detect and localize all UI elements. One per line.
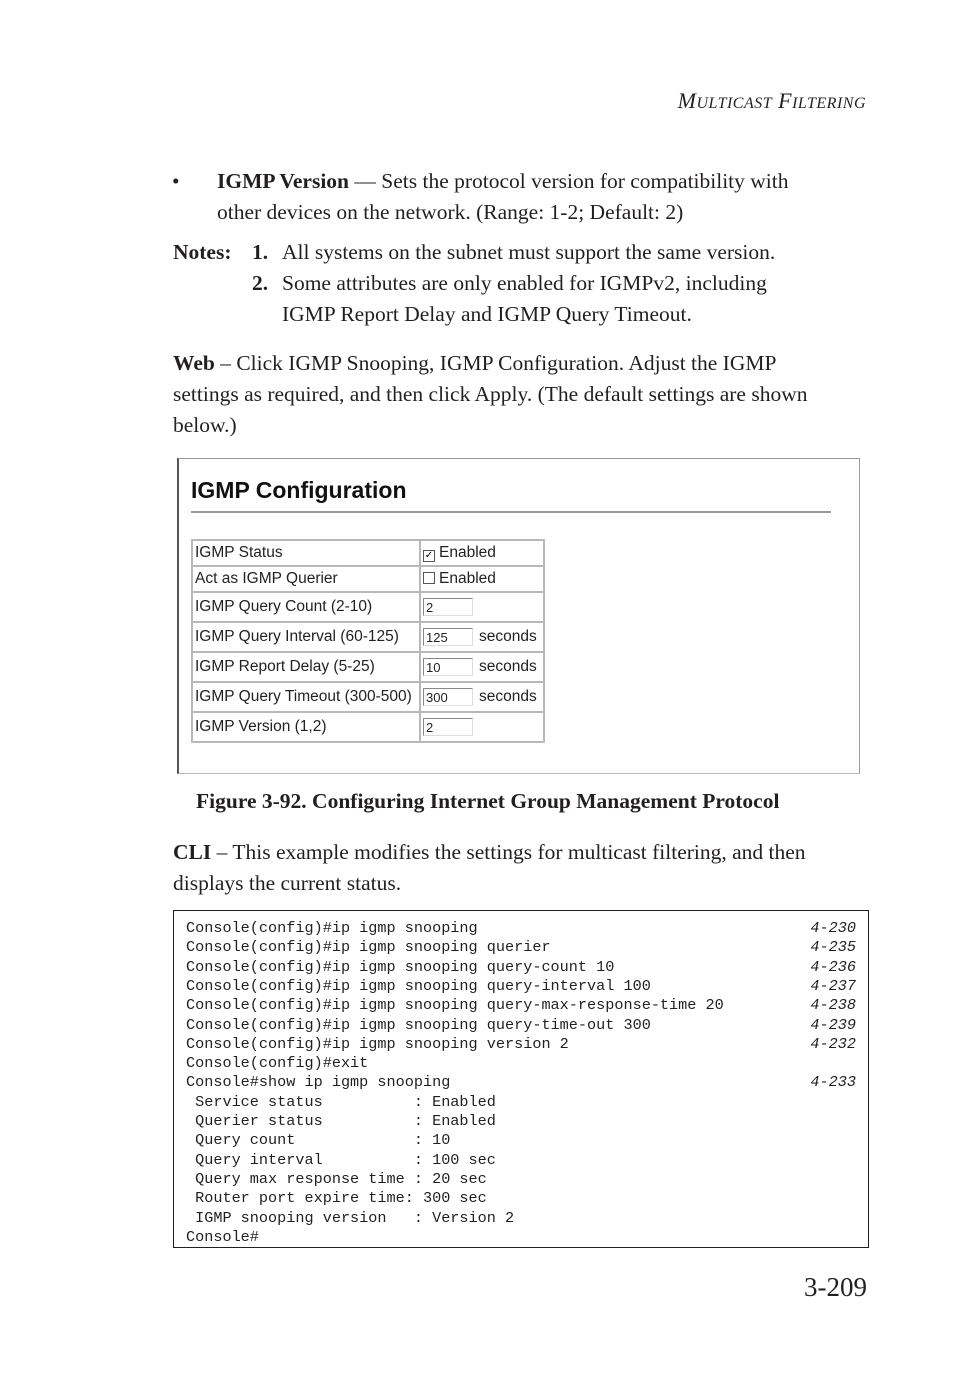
- config-value: [420, 540, 544, 566]
- code-line: IGMP snooping version : Version 2: [186, 1208, 515, 1227]
- web-paragraph: Web – Click IGMP Snooping, IGMP Configuration. Adjust the IGMP settings as required, and then click Apply. (The default settings are shown below.): [173, 351, 808, 437]
- page-number: 3-209: [804, 1272, 867, 1302]
- note-number-2: 2.: [252, 271, 269, 295]
- code-line: Query max response time : 20 sec: [186, 1169, 487, 1188]
- bullet-term: IGMP Version: [217, 169, 350, 193]
- code-line: Console#: [186, 1227, 259, 1246]
- config-value: [420, 622, 544, 652]
- config-label: IGMP Query Count (2-10): [192, 592, 420, 622]
- config-label: Act as IGMP Querier: [192, 566, 420, 592]
- code-line: Querier status : Enabled: [186, 1112, 496, 1130]
- code-page-reference: 4-232: [810, 1034, 856, 1053]
- code-page-reference: 4-233: [810, 1073, 856, 1092]
- code-line: Console(config)#exit: [186, 1054, 369, 1073]
- code-line: Console(config)#ip igmp snooping querier: [186, 938, 551, 957]
- code-line: Console(config)#ip igmp snooping query-interval 100: [186, 976, 651, 995]
- cli-paragraph: CLI – This example modifies the settings for multicast filtering, and then displays the current status.: [173, 840, 806, 895]
- note-text-1: All systems on the subnet must support the same version.: [282, 240, 776, 264]
- code-line: Console(config)#ip igmp snooping query-time-out 300: [186, 1015, 651, 1034]
- figure-title: IGMP Configuration: [191, 477, 407, 503]
- figure-title-rule: [191, 511, 831, 513]
- igmp-config-table: [191, 539, 545, 743]
- config-row: [192, 622, 544, 652]
- code-line: Query interval : 100 sec: [186, 1150, 496, 1169]
- bullet-igmp-version: IGMP Version — Sets the protocol version for compatibility with other devices on the network. (Range: 1-2; Default: 2): [217, 169, 789, 224]
- code-page-reference: 4-236: [810, 957, 856, 976]
- text-input[interactable]: 2: [423, 718, 473, 736]
- checkbox-checked[interactable]: ✓: [424, 550, 434, 561]
- unit-label: seconds: [479, 658, 537, 676]
- unit-label: seconds: [479, 628, 537, 646]
- code-page-reference: 4-238: [810, 996, 856, 1015]
- text-input[interactable]: 2: [423, 598, 473, 616]
- config-value: [420, 592, 544, 622]
- text-input[interactable]: 300: [423, 688, 473, 706]
- checkbox-label: Enabled: [439, 544, 496, 561]
- config-row: [192, 682, 544, 712]
- config-label: IGMP Query Timeout (300-500): [192, 682, 420, 712]
- config-row: [192, 712, 544, 742]
- code-line: Console(config)#ip igmp snooping: [186, 919, 478, 937]
- checkbox-label: Enabled: [439, 570, 496, 587]
- text-input[interactable]: 125: [423, 628, 473, 646]
- code-line: Router port expire time: 300 sec: [186, 1189, 487, 1208]
- config-value: [420, 682, 544, 712]
- checkbox-unchecked[interactable]: [423, 572, 435, 584]
- code-page-reference: 4-237: [810, 976, 856, 995]
- config-value: [420, 566, 544, 592]
- config-label: IGMP Status: [192, 540, 420, 566]
- config-label: IGMP Query Interval (60-125): [192, 622, 420, 652]
- note-text-2: Some attributes are only enabled for IGMPv2, including IGMP Report Delay and IGMP Query Timeout.: [282, 271, 767, 326]
- config-value: [420, 712, 544, 742]
- config-row: [192, 592, 544, 622]
- code-line: Service status : Enabled: [186, 1092, 496, 1111]
- config-row: [192, 652, 544, 682]
- note-number-1: 1.: [252, 240, 269, 264]
- code-line: Console#show ip igmp snooping: [186, 1073, 451, 1092]
- code-page-reference: 4-235: [810, 938, 856, 957]
- notes-label: Notes:: [173, 240, 232, 264]
- code-line: Console(config)#ip igmp snooping version 2: [186, 1034, 569, 1053]
- code-page-reference: 4-239: [810, 1015, 856, 1034]
- code-line: Console(config)#ip igmp snooping query-count 10: [186, 957, 615, 976]
- unit-label: seconds: [479, 688, 537, 706]
- code-page-reference: 4-230: [810, 919, 856, 937]
- igmp-configuration-figure: [177, 458, 860, 774]
- code-line: Query count : 10: [186, 1131, 451, 1150]
- running-header: MULTICAST FILTERING: [677, 88, 866, 113]
- code-line: Console(config)#ip igmp snooping query-max-response-time 20: [186, 996, 724, 1015]
- config-row: [192, 540, 544, 566]
- config-value: [420, 652, 544, 682]
- config-row: [192, 566, 544, 592]
- config-label: IGMP Report Delay (5-25): [192, 652, 420, 682]
- figure-caption: Figure 3-92. Configuring Internet Group Management Protocol: [196, 789, 780, 813]
- bullet-marker: •: [172, 169, 180, 193]
- text-input[interactable]: 10: [423, 658, 473, 676]
- config-label: IGMP Version (1,2): [192, 712, 420, 742]
- cli-code-block: [173, 910, 869, 1248]
